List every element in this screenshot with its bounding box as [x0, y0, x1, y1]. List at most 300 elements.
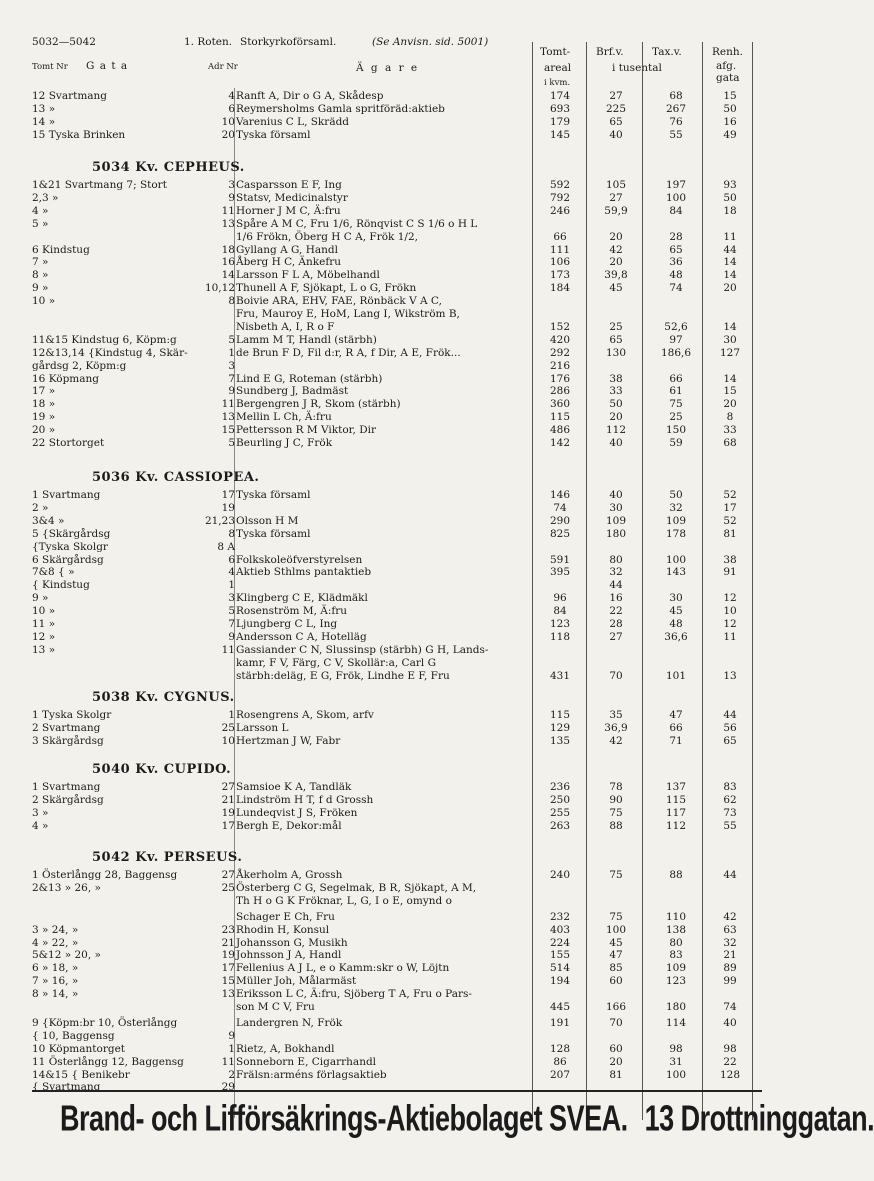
row-tax-value: 112 — [665, 819, 687, 832]
row-address: 10 » — [32, 295, 56, 308]
col-tusental: i tusental — [612, 62, 662, 74]
col-renh-gata: gata — [716, 72, 740, 84]
row-brf-value: 42 — [609, 734, 623, 747]
table-row — [0, 631, 797, 644]
row-adr-nr: 15 — [221, 975, 235, 988]
row-adr-nr: 15 — [221, 424, 235, 437]
table-row — [0, 205, 797, 218]
row-owner: Gyllang A G, Handl — [236, 243, 338, 256]
row-address: 2 » — [32, 501, 49, 514]
row-renh-value: 22 — [723, 1055, 737, 1068]
block-title: 5034 Kv. CEPHEUS. — [92, 160, 245, 175]
row-tax-value: 65 — [669, 243, 683, 256]
row-tax-value: 48 — [669, 269, 683, 282]
row-address: {Tyska Skolgr — [32, 540, 108, 553]
row-owner: Andersson C A, Hotelläg — [236, 630, 367, 643]
row-owner: Nisbeth A, I, R o F — [236, 320, 335, 333]
row-areal: 145 — [549, 128, 571, 141]
row-brf-value: 225 — [605, 102, 627, 115]
row-owner: Müller Joh, Målarmäst — [236, 975, 357, 988]
row-tax-value: 36 — [669, 256, 683, 269]
row-address: 9 » — [32, 282, 49, 295]
row-renh-value: 33 — [723, 424, 737, 437]
col-agare: Ä g a r e — [356, 62, 420, 74]
row-owner: Klingberg C E, Klädmäkl — [236, 592, 368, 605]
row-renh-value: 12 — [723, 592, 737, 605]
row-adr-nr: 16 — [221, 256, 235, 269]
row-brf-value: 27 — [609, 90, 623, 102]
district: 1. Roten. — [184, 36, 233, 48]
row-areal: 184 — [549, 282, 571, 295]
table-row — [0, 437, 797, 450]
row-adr-nr: 1 — [228, 579, 235, 592]
row-owner: Hertzman J W, Fabr — [236, 734, 341, 747]
col-brf: Brf.v. — [596, 46, 624, 58]
row-address: 3&4 » — [32, 514, 65, 527]
row-address: 3 » — [32, 806, 49, 819]
row-areal: 255 — [549, 806, 571, 819]
table-row — [0, 90, 797, 103]
reference: (Se Anvisn. sid. 5001) — [372, 36, 489, 48]
row-address: gårdsg 2, Köpm:g — [32, 359, 127, 372]
table-row — [0, 709, 797, 722]
row-adr-nr: 18 — [221, 243, 235, 256]
row-owner: Th H o G K Fröknar, L, G, I o E, omynd o — [236, 894, 452, 907]
table-row — [0, 385, 797, 398]
row-brf-value: 36,9 — [604, 721, 628, 734]
row-renh-value: 17 — [723, 501, 737, 514]
table-row — [0, 962, 797, 975]
table-row — [0, 541, 797, 554]
row-brf-value: 90 — [609, 793, 623, 806]
row-owner: de Brun F D, Fil d:r, R A, f Dir, A E, Frök... — [236, 346, 461, 359]
row-brf-value: 20 — [609, 411, 623, 424]
row-adr-nr: 1 — [228, 709, 235, 721]
table-row — [0, 644, 797, 657]
row-adr-nr: 10 — [221, 115, 235, 128]
row-areal: 395 — [549, 566, 571, 579]
row-areal: 66 — [553, 230, 567, 243]
row-renh-value: 73 — [723, 806, 737, 819]
row-brf-value: 112 — [605, 424, 627, 437]
row-adr-nr: 27 — [221, 869, 235, 881]
row-brf-value: 81 — [609, 1068, 623, 1081]
table-row — [0, 373, 797, 386]
row-address: 1 Österlångg 28, Baggensg — [32, 869, 178, 881]
row-renh-value: 15 — [723, 90, 737, 102]
row-renh-value: 15 — [723, 385, 737, 398]
row-adr-nr: 17 — [221, 489, 235, 501]
row-brf-value: 27 — [609, 630, 623, 643]
row-address: 16 Köpmang — [32, 372, 100, 385]
row-tax-value: 114 — [665, 1016, 687, 1029]
table-row — [0, 869, 797, 882]
block-title: 5036 Kv. CASSIOPEA. — [92, 470, 260, 485]
row-brf-value: 75 — [609, 910, 623, 923]
table-row — [0, 502, 797, 515]
footer-rule — [32, 1090, 762, 1092]
row-address: 20 » — [32, 424, 56, 437]
row-adr-nr: 9 — [228, 191, 235, 204]
row-areal: 111 — [549, 243, 571, 256]
table-row — [0, 988, 797, 1001]
row-brf-value: 78 — [609, 781, 623, 793]
row-owner: Åkerholm A, Grossh — [236, 869, 343, 881]
row-owner: Tyska församl — [236, 489, 311, 501]
row-address: 2,3 » — [32, 191, 59, 204]
row-renh-value: 20 — [723, 398, 737, 411]
row-address: 22 Stortorget — [32, 437, 105, 449]
row-tax-value: 138 — [665, 923, 687, 936]
row-areal: 403 — [549, 923, 571, 936]
row-address: 8 » 14, » — [32, 988, 79, 1001]
row-address: 12&13,14 {Kindstug 4, Skär- — [32, 346, 188, 359]
row-adr-nr: 23 — [221, 923, 235, 936]
row-owner: Gassiander C N, Slussinsp (stärbh) G H, Lands- — [236, 643, 489, 656]
row-tax-value: 50 — [669, 489, 683, 501]
row-tax-value: 267 — [665, 102, 687, 115]
table-row — [0, 179, 797, 192]
row-owner: Spåre A M C, Fru 1/6, Rönqvist C S 1/6 o H L — [236, 217, 478, 230]
row-renh-value: 14 — [723, 320, 737, 333]
page-range: 5032—5042 — [32, 36, 96, 48]
row-adr-nr: 1 — [228, 346, 235, 359]
row-owner: Casparsson E F, Ing — [236, 179, 342, 191]
col-tomt-nr: Tomt Nr — [32, 62, 68, 72]
row-address: 14&15 { Benikebr — [32, 1068, 130, 1081]
row-renh-value: 65 — [723, 734, 737, 747]
row-address: 8 » — [32, 269, 49, 282]
row-adr-nr: 9 — [228, 1029, 235, 1042]
col-adr-nr: Adr Nr — [208, 62, 238, 72]
row-renh-value: 127 — [719, 346, 741, 359]
col-renh: Renh. — [712, 46, 743, 58]
row-address: 2 Skärgårdsg — [32, 793, 104, 806]
row-adr-nr: 1 — [228, 1042, 235, 1055]
row-address: 13 » — [32, 102, 56, 115]
row-adr-nr: 13 — [221, 217, 235, 230]
row-adr-nr: 5 — [228, 437, 235, 449]
row-brf-value: 75 — [609, 869, 623, 881]
row-address: 3 » 24, » — [32, 923, 79, 936]
row-brf-value: 30 — [609, 501, 623, 514]
row-brf-value: 45 — [609, 936, 623, 949]
row-renh-value: 32 — [723, 936, 737, 949]
col-tax: Tax.v. — [652, 46, 682, 58]
row-address: 5 » — [32, 217, 49, 230]
row-owner: Eriksson L C, Ä:fru, Sjöberg T A, Fru o Pars- — [236, 988, 472, 1001]
row-renh-value: 44 — [723, 709, 737, 721]
row-adr-nr: 21 — [221, 936, 235, 949]
row-brf-value: 70 — [609, 1016, 623, 1029]
table-row — [0, 895, 797, 908]
table-row — [0, 347, 797, 360]
table-row — [0, 129, 797, 142]
row-owner: Lundeqvist J S, Fröken — [236, 806, 358, 819]
row-address: 7 » — [32, 256, 49, 269]
row-areal: 514 — [549, 962, 571, 975]
block-title: 5042 Kv. PERSEUS. — [92, 850, 243, 865]
row-areal: 240 — [549, 869, 571, 881]
row-brf-value: 40 — [609, 489, 623, 501]
row-adr-nr: 11 — [221, 1055, 235, 1068]
row-adr-nr: 11 — [221, 204, 235, 217]
row-adr-nr: 2 — [228, 1068, 235, 1081]
row-areal: 420 — [549, 333, 571, 346]
row-owner: Johnsson J A, Handl — [236, 949, 342, 962]
table-row — [0, 116, 797, 129]
table-row — [0, 657, 797, 670]
row-adr-nr: 19 — [221, 501, 235, 514]
row-areal: 106 — [549, 256, 571, 269]
row-owner: kamr, F V, Färg, C V, Skollär:a, Carl G — [236, 656, 436, 669]
row-address: 2&13 » 26, » — [32, 881, 101, 894]
row-address: 4 » — [32, 204, 49, 217]
row-areal: 250 — [549, 793, 571, 806]
row-adr-nr: 10,12 — [204, 282, 235, 295]
row-areal: 246 — [549, 204, 571, 217]
table-row — [0, 334, 797, 347]
row-brf-value: 45 — [609, 282, 623, 295]
row-areal: 129 — [549, 721, 571, 734]
row-address: 11 Österlångg 12, Baggensg — [32, 1055, 184, 1068]
row-adr-nr: 6 — [228, 102, 235, 115]
row-address: 1 Svartmang — [32, 489, 101, 501]
row-owner: Rosenström M, Ä:fru — [236, 605, 348, 618]
row-areal: 224 — [549, 936, 571, 949]
table-row — [0, 911, 797, 924]
row-tax-value: 100 — [665, 553, 687, 566]
table-row — [0, 820, 797, 833]
row-brf-value: 42 — [609, 243, 623, 256]
row-address: 17 » — [32, 385, 56, 398]
row-brf-value: 47 — [609, 949, 623, 962]
row-brf-value: 70 — [609, 669, 623, 682]
table-row — [0, 1030, 797, 1043]
row-adr-nr: 11 — [221, 398, 235, 411]
table-row — [0, 1017, 797, 1030]
row-tax-value: 55 — [669, 128, 683, 141]
row-areal: 123 — [549, 618, 571, 630]
row-address: 1 Tyska Skolgr — [32, 709, 112, 721]
row-owner: Aktieb Sthlms pantaktieb — [236, 566, 372, 579]
row-address: 3 Skärgårdsg — [32, 734, 104, 747]
row-areal: 693 — [549, 102, 571, 115]
row-brf-value: 22 — [609, 605, 623, 618]
row-owner: Bergh E, Dekor:mål — [236, 819, 342, 832]
row-renh-value: 11 — [723, 230, 737, 243]
row-adr-nr: 3 — [228, 592, 235, 605]
row-owner: Samsioe K A, Tandläk — [236, 781, 352, 793]
row-brf-value: 32 — [609, 566, 623, 579]
row-tax-value: 115 — [665, 793, 687, 806]
row-address: 19 » — [32, 411, 56, 424]
row-areal: 115 — [549, 709, 571, 721]
row-brf-value: 180 — [605, 527, 627, 540]
row-brf-value: 20 — [609, 256, 623, 269]
row-owner: Sundberg J, Badmäst — [236, 385, 349, 398]
row-renh-value: 55 — [723, 819, 737, 832]
row-renh-value: 44 — [723, 243, 737, 256]
row-renh-value: 18 — [723, 204, 737, 217]
row-address: 10 » — [32, 605, 56, 618]
row-owner: Thunell A F, Sjökapt, L o G, Frökn — [236, 282, 417, 295]
row-renh-value: 52 — [723, 514, 737, 527]
row-owner: Ranft A, Dir o G A, Skådesp — [236, 90, 384, 102]
row-address: 9 {Köpm:br 10, Österlångg — [32, 1016, 178, 1029]
row-owner: Johansson G, Musikh — [236, 936, 348, 949]
row-areal: 194 — [549, 975, 571, 988]
table-row — [0, 244, 797, 257]
row-tax-value: 100 — [665, 1068, 687, 1081]
row-tax-value: 109 — [665, 514, 687, 527]
row-adr-nr: 25 — [221, 721, 235, 734]
row-brf-value: 65 — [609, 333, 623, 346]
row-owner: Rosengrens A, Skom, arfv — [236, 709, 374, 721]
table-row — [0, 231, 797, 244]
row-adr-nr: 25 — [221, 881, 235, 894]
row-adr-nr: 19 — [221, 949, 235, 962]
row-owner: stärbh:deläg, E G, Frök, Lindhe E F, Fru — [236, 669, 450, 682]
row-address: 7 » 16, » — [32, 975, 79, 988]
row-adr-nr: 8 A — [217, 540, 235, 553]
row-adr-nr: 3 — [228, 359, 235, 372]
row-tax-value: 88 — [669, 869, 683, 881]
col-gata: G a t a — [86, 60, 129, 72]
row-renh-value: 14 — [723, 372, 737, 385]
row-tax-value: 178 — [665, 527, 687, 540]
row-owner: Statsv, Medicinalstyr — [236, 191, 348, 204]
row-owner: Åberg H C, Änkefru — [236, 256, 342, 269]
row-renh-value: 62 — [723, 793, 737, 806]
row-renh-value: 128 — [719, 1068, 741, 1081]
row-renh-value: 81 — [723, 527, 737, 540]
table-row — [0, 882, 797, 895]
row-areal: 74 — [553, 501, 567, 514]
row-renh-value: 56 — [723, 721, 737, 734]
row-address: { Kindstug — [32, 579, 90, 592]
row-tax-value: 61 — [669, 385, 683, 398]
table-row — [0, 218, 797, 231]
row-renh-value: 38 — [723, 553, 737, 566]
row-address: 1&21 Svartmang 7; Stort — [32, 179, 167, 191]
row-tax-value: 32 — [669, 501, 683, 514]
row-renh-value: 49 — [723, 128, 737, 141]
row-owner: Fru, Mauroy E, HoM, Lang I, Wikström B, — [236, 308, 460, 320]
row-address: 5&12 » 20, » — [32, 949, 101, 962]
row-address: 12 » — [32, 630, 56, 643]
col-renh-afg: afg. — [716, 60, 737, 72]
row-tax-value: 80 — [669, 936, 683, 949]
row-areal: 173 — [549, 269, 571, 282]
row-areal: 191 — [549, 1016, 571, 1029]
row-owner: Sonneborn E, Cigarrhandl — [236, 1055, 377, 1068]
row-renh-value: 63 — [723, 923, 737, 936]
footer-address: 13 Drottninggatan. — [644, 1098, 874, 1139]
row-areal: 115 — [549, 411, 571, 424]
row-areal: 592 — [549, 179, 571, 191]
row-areal: 152 — [549, 320, 571, 333]
row-tax-value: 66 — [669, 372, 683, 385]
table-row — [0, 192, 797, 205]
row-renh-value: 14 — [723, 269, 737, 282]
table-row — [0, 1001, 797, 1014]
row-renh-value: 83 — [723, 781, 737, 793]
row-adr-nr: 9 — [228, 630, 235, 643]
row-tax-value: 74 — [669, 282, 683, 295]
row-areal: 207 — [549, 1068, 571, 1081]
row-tax-value: 45 — [669, 605, 683, 618]
row-owner: Horner J M C, Ä:fru — [236, 204, 341, 217]
row-tax-value: 137 — [665, 781, 687, 793]
table-row — [0, 1056, 797, 1069]
footer-company: Brand- och Lifförsäkrings-Aktiebolaget SVEA. — [60, 1098, 628, 1139]
row-adr-nr: 8 — [228, 295, 235, 308]
row-renh-value: 8 — [726, 411, 734, 424]
row-owner: Larsson L — [236, 721, 289, 734]
row-areal: 135 — [549, 734, 571, 747]
row-owner: Ljungberg C L, Ing — [236, 618, 338, 630]
row-areal: 174 — [549, 90, 571, 102]
row-adr-nr: 11 — [221, 643, 235, 656]
block-title: 5040 Kv. CUPIDO. — [92, 762, 232, 777]
row-areal: 486 — [549, 424, 571, 437]
row-owner: Frälsn:arméns förlagsaktieb — [236, 1068, 387, 1081]
row-tax-value: 76 — [669, 115, 683, 128]
row-brf-value: 60 — [609, 975, 623, 988]
row-tax-value: 31 — [669, 1055, 683, 1068]
row-renh-value: 11 — [723, 630, 737, 643]
table-row — [0, 295, 797, 308]
row-tax-value: 52,6 — [664, 320, 688, 333]
row-adr-nr: 4 — [228, 566, 235, 579]
row-areal: 146 — [549, 489, 571, 501]
row-renh-value: 14 — [723, 256, 737, 269]
row-areal: 216 — [549, 359, 571, 372]
row-tax-value: 197 — [665, 179, 687, 191]
row-address: 9 » — [32, 592, 49, 605]
row-owner: Varenius C L, Skrädd — [236, 115, 350, 128]
row-address: 2 Svartmang — [32, 721, 101, 734]
row-tax-value: 28 — [669, 230, 683, 243]
row-brf-value: 50 — [609, 398, 623, 411]
row-tax-value: 109 — [665, 962, 687, 975]
row-areal: 431 — [549, 669, 571, 682]
table-row — [0, 282, 797, 295]
row-brf-value: 20 — [609, 1055, 623, 1068]
row-renh-value: 10 — [723, 605, 737, 618]
block-title: 5038 Kv. CYGNUS. — [92, 690, 235, 705]
row-tax-value: 123 — [665, 975, 687, 988]
row-tax-value: 143 — [665, 566, 687, 579]
row-address: 12 Svartmang — [32, 90, 108, 102]
row-brf-value: 38 — [609, 372, 623, 385]
row-adr-nr: 21 — [221, 793, 235, 806]
table-row — [0, 937, 797, 950]
row-adr-nr: 7 — [228, 618, 235, 630]
table-row — [0, 103, 797, 116]
table-row — [0, 592, 797, 605]
row-owner: 1/6 Frökn, Öberg H C A, Frök 1/2, — [236, 230, 418, 243]
row-tax-value: 71 — [669, 734, 683, 747]
row-owner: Österberg C G, Segelmak, B R, Sjökapt, A M, — [236, 881, 477, 894]
row-brf-value: 166 — [605, 1001, 627, 1013]
row-owner: Lamm M T, Handl (stärbh) — [236, 333, 377, 346]
row-renh-value: 93 — [723, 179, 737, 191]
row-areal: 792 — [549, 191, 571, 204]
row-address: 18 » — [32, 398, 56, 411]
row-renh-value: 89 — [723, 962, 737, 975]
